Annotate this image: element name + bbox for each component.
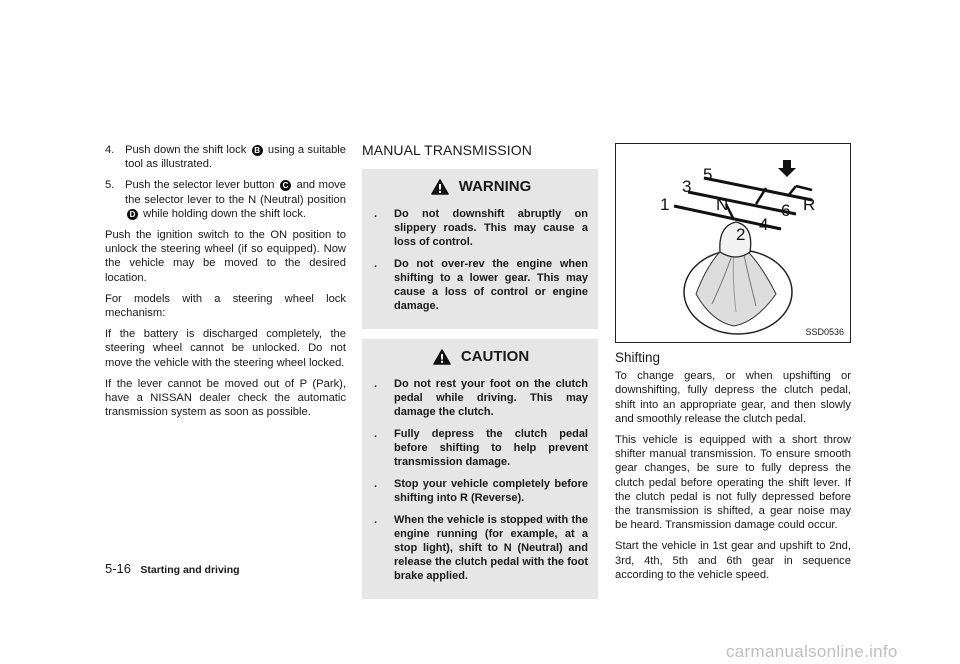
- shift-pattern-figure: [615, 143, 851, 343]
- caution-item: . When the vehicle is stopped with the engine running (for example, at a stop light), shift to N (Neutral) and release the clutch pedal with the foot brake applied.: [374, 514, 588, 583]
- warning-item: . Do not downshift abruptly on slippery roads. This may cause a loss of control.: [374, 208, 588, 249]
- caution-triangle-icon: [433, 349, 451, 365]
- step-number: 5.: [105, 179, 115, 192]
- caution-item: . Do not rest your foot on the clutch pedal while driving. This may damage the clutch.: [374, 378, 588, 419]
- chapter-title: Starting and driving: [140, 564, 240, 576]
- page-footer: [105, 561, 240, 576]
- step-text: while holding down the shift lock.: [143, 207, 307, 220]
- step-number: 4.: [105, 144, 115, 156]
- body-paragraph: If the lever cannot be moved out of P (Park), have a NISSAN dealer check the automatic transmission system as soon as possible.: [105, 377, 346, 419]
- caution-item: . Stop your vehicle completely before shifting into R (Reverse).: [374, 478, 588, 505]
- warning-item: . Do not over-rev the engine when shifting to a lower gear. This may cause a loss of control or engine damage.: [374, 258, 588, 313]
- gear-6-label: 6: [781, 201, 791, 220]
- step-5: [105, 178, 346, 221]
- gear-3-label: 3: [682, 177, 692, 196]
- caution-item: . Fully depress the clutch pedal before shifting to help prevent transmission damage.: [374, 428, 588, 469]
- warning-triangle-icon: [431, 179, 449, 195]
- step-text: Push the selector lever button: [125, 179, 275, 192]
- caution-title: CAUTION: [460, 348, 530, 366]
- middle-column: [362, 143, 598, 609]
- gear-r-label: R: [803, 195, 816, 214]
- right-column: [615, 143, 851, 589]
- body-paragraph: Start the vehicle in 1st gear and upshift to 2nd, 3rd, 4th, 5th and 6th gear in sequence according to the vehicle speed.: [615, 540, 851, 581]
- body-paragraph: If the battery is discharged completely, the steering wheel cannot be unlocked. Do not move the vehicle with the steering wheel locked.: [105, 328, 346, 369]
- gear-2-label: 2: [736, 225, 746, 244]
- left-column: [105, 143, 346, 426]
- marker-b-icon: B: [252, 145, 263, 156]
- shift-pattern-diagram: [616, 144, 850, 342]
- gear-n-label: N: [716, 195, 729, 214]
- gear-1-label: 1: [660, 195, 670, 214]
- step-text: and move the selector lever to the N (Neutral) position: [125, 179, 346, 206]
- step-4: [105, 143, 346, 171]
- subsection-heading: Shifting: [615, 350, 661, 365]
- body-paragraph: For models with a steering wheel lock mechanism:: [105, 292, 346, 320]
- step-text: using a suitable tool as illustrated.: [125, 144, 346, 171]
- body-paragraph: To change gears, or when upshifting or downshifting, fully depress the clutch pedal, shift into an appropriate gear, and then slowly and smoothly release the clutch pedal.: [615, 370, 851, 425]
- warning-box: [362, 169, 598, 329]
- caution-box: [362, 339, 598, 599]
- page-number: 5-16: [105, 561, 132, 576]
- figure-label: SSD0536: [805, 326, 844, 337]
- marker-d-icon: D: [127, 209, 138, 220]
- warning-title: WARNING: [458, 178, 532, 196]
- section-heading: MANUAL TRANSMISSION: [362, 142, 532, 158]
- gear-5-label: 5: [703, 165, 713, 184]
- body-paragraph: This vehicle is equipped with a short throw shifter manual transmission. To ensure smooth gear changes, be sure to fully depress the clutch pedal before operating the shift lever. If the clutch pedal is not fully depressed before the transmission is shifted, a gear noise may be heard. Transmission damage could occur.: [615, 434, 851, 532]
- marker-c-icon: C: [280, 180, 291, 191]
- body-paragraph: Push the ignition switch to the ON position to unlock the steering wheel (if so equipped). Now the vehicle may be moved to the desired location.: [105, 229, 346, 284]
- watermark: carmanualsonline.info: [726, 642, 898, 661]
- gear-4-label: 4: [759, 215, 769, 234]
- step-text: Push down the shift lock: [125, 144, 247, 156]
